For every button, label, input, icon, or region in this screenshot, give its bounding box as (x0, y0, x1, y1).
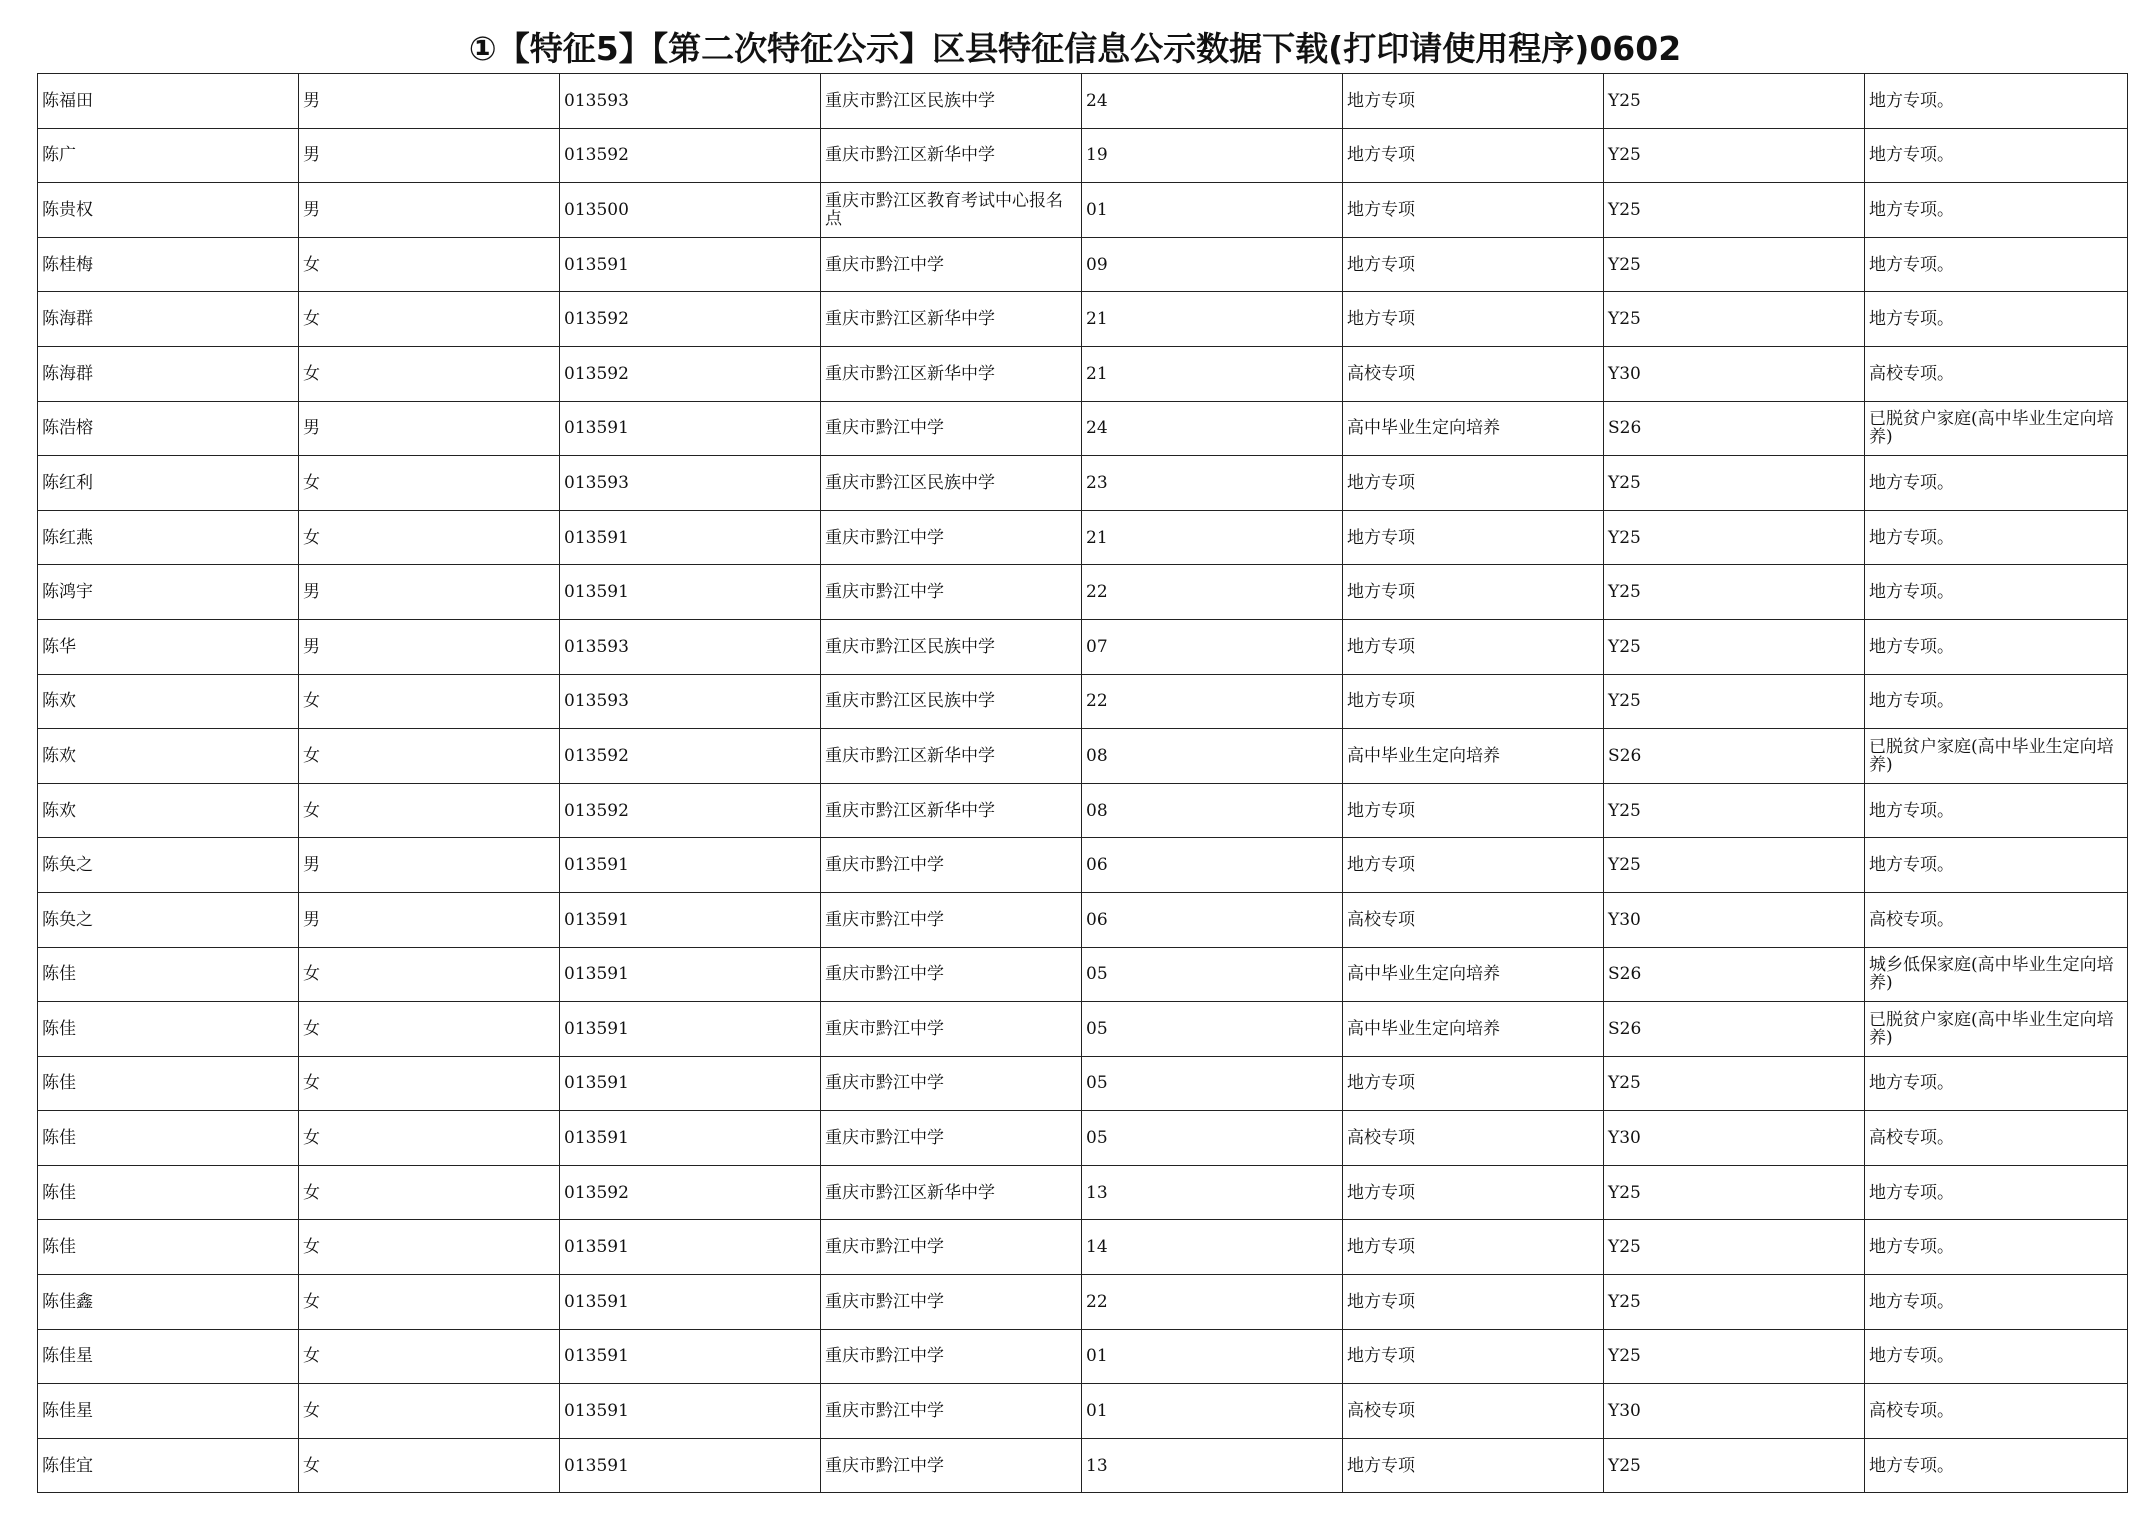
type-code-cell: Y25 (1604, 74, 1865, 129)
school-cell: 重庆市黔江区新华中学 (821, 729, 1082, 784)
table-row (38, 1275, 2128, 1330)
gender-cell: 女 (299, 456, 560, 511)
class-cell: 08 (1082, 729, 1343, 784)
remark-cell: 高校专项。 (1865, 1111, 2128, 1166)
page-title: ①【特征5】【第二次特征公示】区县特征信息公示数据下载(打印请使用程序)0602 (468, 29, 1682, 68)
code-cell: 013591 (560, 237, 821, 292)
table-row (38, 128, 2128, 183)
type-code-cell: Y25 (1604, 1165, 1865, 1220)
table-row (38, 1329, 2128, 1384)
code-cell: 013592 (560, 346, 821, 401)
remark-cell: 地方专项。 (1865, 237, 2128, 292)
table-row (38, 401, 2128, 456)
code-cell: 013591 (560, 892, 821, 947)
gender-cell: 女 (299, 346, 560, 401)
name-cell: 陈红利 (38, 456, 299, 511)
table-row (38, 729, 2128, 784)
category-cell: 地方专项 (1343, 237, 1604, 292)
name-cell: 陈佳宜 (38, 1438, 299, 1493)
table-row (38, 674, 2128, 729)
category-cell: 地方专项 (1343, 1438, 1604, 1493)
remark-cell: 地方专项。 (1865, 838, 2128, 893)
remark-cell: 高校专项。 (1865, 892, 2128, 947)
class-cell: 21 (1082, 292, 1343, 347)
code-cell: 013592 (560, 729, 821, 784)
code-cell: 013593 (560, 674, 821, 729)
type-code-cell: S26 (1604, 401, 1865, 456)
name-cell: 陈佳星 (38, 1384, 299, 1439)
gender-cell: 女 (299, 947, 560, 1002)
class-cell: 01 (1082, 1329, 1343, 1384)
type-code-cell: Y30 (1604, 892, 1865, 947)
class-cell: 19 (1082, 128, 1343, 183)
category-cell: 高校专项 (1343, 1111, 1604, 1166)
gender-cell: 女 (299, 729, 560, 784)
code-cell: 013591 (560, 947, 821, 1002)
type-code-cell: Y25 (1604, 237, 1865, 292)
class-cell: 05 (1082, 1056, 1343, 1111)
table-row (38, 838, 2128, 893)
category-cell: 地方专项 (1343, 783, 1604, 838)
class-cell: 13 (1082, 1165, 1343, 1220)
category-cell: 地方专项 (1343, 183, 1604, 238)
type-code-cell: Y25 (1604, 619, 1865, 674)
code-cell: 013592 (560, 1165, 821, 1220)
remark-cell: 高校专项。 (1865, 1384, 2128, 1439)
code-cell: 013591 (560, 1329, 821, 1384)
remark-cell: 地方专项。 (1865, 128, 2128, 183)
category-cell: 高中毕业生定向培养 (1343, 947, 1604, 1002)
school-cell: 重庆市黔江区新华中学 (821, 292, 1082, 347)
code-cell: 013591 (560, 1384, 821, 1439)
code-cell: 013591 (560, 565, 821, 620)
name-cell: 陈华 (38, 619, 299, 674)
gender-cell: 女 (299, 1111, 560, 1166)
type-code-cell: Y30 (1604, 1384, 1865, 1439)
school-cell: 重庆市黔江中学 (821, 1111, 1082, 1166)
table-row (38, 892, 2128, 947)
code-cell: 013592 (560, 783, 821, 838)
remark-cell: 地方专项。 (1865, 1220, 2128, 1275)
type-code-cell: S26 (1604, 729, 1865, 784)
gender-cell: 女 (299, 237, 560, 292)
category-cell: 地方专项 (1343, 74, 1604, 129)
table-body (38, 74, 2128, 1493)
remark-cell: 已脱贫户家庭(高中毕业生定向培养) (1865, 1002, 2128, 1057)
name-cell: 陈贵权 (38, 183, 299, 238)
code-cell: 013591 (560, 401, 821, 456)
remark-cell: 地方专项。 (1865, 510, 2128, 565)
class-cell: 23 (1082, 456, 1343, 511)
category-cell: 地方专项 (1343, 1329, 1604, 1384)
name-cell: 陈佳 (38, 1165, 299, 1220)
gender-cell: 男 (299, 838, 560, 893)
gender-cell: 女 (299, 292, 560, 347)
code-cell: 013591 (560, 1220, 821, 1275)
remark-cell: 地方专项。 (1865, 1438, 2128, 1493)
category-cell: 地方专项 (1343, 1220, 1604, 1275)
class-cell: 05 (1082, 947, 1343, 1002)
table-row (38, 346, 2128, 401)
name-cell: 陈海群 (38, 346, 299, 401)
name-cell: 陈桂梅 (38, 237, 299, 292)
class-cell: 22 (1082, 674, 1343, 729)
school-cell: 重庆市黔江区民族中学 (821, 619, 1082, 674)
class-cell: 06 (1082, 892, 1343, 947)
gender-cell: 女 (299, 1438, 560, 1493)
school-cell: 重庆市黔江区民族中学 (821, 74, 1082, 129)
type-code-cell: Y25 (1604, 838, 1865, 893)
category-cell: 地方专项 (1343, 565, 1604, 620)
category-cell: 地方专项 (1343, 510, 1604, 565)
gender-cell: 女 (299, 1002, 560, 1057)
table-row (38, 565, 2128, 620)
school-cell: 重庆市黔江中学 (821, 1275, 1082, 1330)
type-code-cell: Y25 (1604, 783, 1865, 838)
category-cell: 地方专项 (1343, 1165, 1604, 1220)
gender-cell: 女 (299, 1329, 560, 1384)
code-cell: 013593 (560, 456, 821, 511)
gender-cell: 男 (299, 401, 560, 456)
name-cell: 陈佳 (38, 1111, 299, 1166)
name-cell: 陈奂之 (38, 892, 299, 947)
code-cell: 013593 (560, 619, 821, 674)
gender-cell: 女 (299, 1384, 560, 1439)
category-cell: 地方专项 (1343, 1056, 1604, 1111)
name-cell: 陈佳星 (38, 1329, 299, 1384)
remark-cell: 地方专项。 (1865, 292, 2128, 347)
remark-cell: 地方专项。 (1865, 183, 2128, 238)
type-code-cell: Y25 (1604, 674, 1865, 729)
name-cell: 陈佳 (38, 1002, 299, 1057)
type-code-cell: Y30 (1604, 346, 1865, 401)
table-row (38, 947, 2128, 1002)
category-cell: 高中毕业生定向培养 (1343, 401, 1604, 456)
name-cell: 陈佳 (38, 1220, 299, 1275)
code-cell: 013591 (560, 1111, 821, 1166)
school-cell: 重庆市黔江区新华中学 (821, 128, 1082, 183)
type-code-cell: Y25 (1604, 128, 1865, 183)
table-row (38, 292, 2128, 347)
remark-cell: 地方专项。 (1865, 783, 2128, 838)
gender-cell: 男 (299, 183, 560, 238)
category-cell: 地方专项 (1343, 619, 1604, 674)
table-row (38, 456, 2128, 511)
class-cell: 06 (1082, 838, 1343, 893)
category-cell: 地方专项 (1343, 128, 1604, 183)
school-cell: 重庆市黔江中学 (821, 510, 1082, 565)
school-cell: 重庆市黔江区新华中学 (821, 346, 1082, 401)
type-code-cell: S26 (1604, 947, 1865, 1002)
category-cell: 高校专项 (1343, 892, 1604, 947)
class-cell: 24 (1082, 74, 1343, 129)
category-cell: 高校专项 (1343, 346, 1604, 401)
code-cell: 013591 (560, 510, 821, 565)
class-cell: 13 (1082, 1438, 1343, 1493)
school-cell: 重庆市黔江中学 (821, 1384, 1082, 1439)
category-cell: 高中毕业生定向培养 (1343, 729, 1604, 784)
table-row (38, 1002, 2128, 1057)
remark-cell: 地方专项。 (1865, 1056, 2128, 1111)
table-row (38, 783, 2128, 838)
table-row (38, 510, 2128, 565)
type-code-cell: Y25 (1604, 183, 1865, 238)
gender-cell: 女 (299, 674, 560, 729)
name-cell: 陈佳鑫 (38, 1275, 299, 1330)
name-cell: 陈佳 (38, 947, 299, 1002)
name-cell: 陈欢 (38, 783, 299, 838)
name-cell: 陈欢 (38, 729, 299, 784)
name-cell: 陈佳 (38, 1056, 299, 1111)
gender-cell: 女 (299, 1275, 560, 1330)
table-row (38, 237, 2128, 292)
table-row (38, 1220, 2128, 1275)
school-cell: 重庆市黔江区民族中学 (821, 674, 1082, 729)
type-code-cell: Y25 (1604, 1275, 1865, 1330)
code-cell: 013592 (560, 292, 821, 347)
type-code-cell: Y30 (1604, 1111, 1865, 1166)
table-row (38, 619, 2128, 674)
class-cell: 22 (1082, 565, 1343, 620)
school-cell: 重庆市黔江中学 (821, 1220, 1082, 1275)
remark-cell: 地方专项。 (1865, 456, 2128, 511)
school-cell: 重庆市黔江区新华中学 (821, 1165, 1082, 1220)
table-row (38, 1165, 2128, 1220)
school-cell: 重庆市黔江中学 (821, 1056, 1082, 1111)
school-cell: 重庆市黔江区教育考试中心报名点 (821, 183, 1082, 238)
name-cell: 陈奂之 (38, 838, 299, 893)
gender-cell: 女 (299, 1056, 560, 1111)
name-cell: 陈鸿宇 (38, 565, 299, 620)
remark-cell: 地方专项。 (1865, 565, 2128, 620)
class-cell: 01 (1082, 183, 1343, 238)
name-cell: 陈浩榕 (38, 401, 299, 456)
code-cell: 013591 (560, 1056, 821, 1111)
remark-cell: 已脱贫户家庭(高中毕业生定向培养) (1865, 401, 2128, 456)
class-cell: 22 (1082, 1275, 1343, 1330)
gender-cell: 男 (299, 892, 560, 947)
gender-cell: 男 (299, 74, 560, 129)
school-cell: 重庆市黔江中学 (821, 1438, 1082, 1493)
category-cell: 地方专项 (1343, 674, 1604, 729)
class-cell: 05 (1082, 1111, 1343, 1166)
school-cell: 重庆市黔江区民族中学 (821, 456, 1082, 511)
type-code-cell: Y25 (1604, 1438, 1865, 1493)
table-row (38, 1056, 2128, 1111)
table-row (38, 74, 2128, 129)
category-cell: 地方专项 (1343, 838, 1604, 893)
type-code-cell: Y25 (1604, 1220, 1865, 1275)
category-cell: 高校专项 (1343, 1384, 1604, 1439)
remark-cell: 高校专项。 (1865, 346, 2128, 401)
table-row (38, 1111, 2128, 1166)
remark-cell: 地方专项。 (1865, 1165, 2128, 1220)
name-cell: 陈红燕 (38, 510, 299, 565)
gender-cell: 女 (299, 783, 560, 838)
gender-cell: 男 (299, 565, 560, 620)
type-code-cell: Y25 (1604, 456, 1865, 511)
class-cell: 07 (1082, 619, 1343, 674)
school-cell: 重庆市黔江中学 (821, 892, 1082, 947)
class-cell: 08 (1082, 783, 1343, 838)
school-cell: 重庆市黔江中学 (821, 1002, 1082, 1057)
class-cell: 05 (1082, 1002, 1343, 1057)
class-cell: 01 (1082, 1384, 1343, 1439)
remark-cell: 地方专项。 (1865, 619, 2128, 674)
table-row (38, 183, 2128, 238)
remark-cell: 地方专项。 (1865, 74, 2128, 129)
gender-cell: 女 (299, 510, 560, 565)
class-cell: 21 (1082, 510, 1343, 565)
name-cell: 陈海群 (38, 292, 299, 347)
class-cell: 21 (1082, 346, 1343, 401)
class-cell: 14 (1082, 1220, 1343, 1275)
school-cell: 重庆市黔江中学 (821, 838, 1082, 893)
name-cell: 陈欢 (38, 674, 299, 729)
gender-cell: 男 (299, 619, 560, 674)
class-cell: 24 (1082, 401, 1343, 456)
remark-cell: 地方专项。 (1865, 1329, 2128, 1384)
category-cell: 高中毕业生定向培养 (1343, 1002, 1604, 1057)
remark-cell: 地方专项。 (1865, 674, 2128, 729)
category-cell: 地方专项 (1343, 456, 1604, 511)
table-row (38, 1438, 2128, 1493)
gender-cell: 男 (299, 128, 560, 183)
school-cell: 重庆市黔江中学 (821, 401, 1082, 456)
name-cell: 陈广 (38, 128, 299, 183)
code-cell: 013593 (560, 74, 821, 129)
school-cell: 重庆市黔江中学 (821, 565, 1082, 620)
type-code-cell: Y25 (1604, 565, 1865, 620)
type-code-cell: Y25 (1604, 510, 1865, 565)
school-cell: 重庆市黔江区新华中学 (821, 783, 1082, 838)
category-cell: 地方专项 (1343, 1275, 1604, 1330)
school-cell: 重庆市黔江中学 (821, 237, 1082, 292)
data-table (37, 73, 2128, 1493)
remark-cell: 地方专项。 (1865, 1275, 2128, 1330)
type-code-cell: S26 (1604, 1002, 1865, 1057)
remark-cell: 城乡低保家庭(高中毕业生定向培养) (1865, 947, 2128, 1002)
code-cell: 013500 (560, 183, 821, 238)
code-cell: 013592 (560, 128, 821, 183)
type-code-cell: Y25 (1604, 1056, 1865, 1111)
class-cell: 09 (1082, 237, 1343, 292)
gender-cell: 女 (299, 1165, 560, 1220)
school-cell: 重庆市黔江中学 (821, 947, 1082, 1002)
code-cell: 013591 (560, 1275, 821, 1330)
table-row (38, 1384, 2128, 1439)
school-cell: 重庆市黔江中学 (821, 1329, 1082, 1384)
code-cell: 013591 (560, 838, 821, 893)
code-cell: 013591 (560, 1438, 821, 1493)
remark-cell: 已脱贫户家庭(高中毕业生定向培养) (1865, 729, 2128, 784)
category-cell: 地方专项 (1343, 292, 1604, 347)
gender-cell: 女 (299, 1220, 560, 1275)
code-cell: 013591 (560, 1002, 821, 1057)
type-code-cell: Y25 (1604, 292, 1865, 347)
name-cell: 陈福田 (38, 74, 299, 129)
type-code-cell: Y25 (1604, 1329, 1865, 1384)
